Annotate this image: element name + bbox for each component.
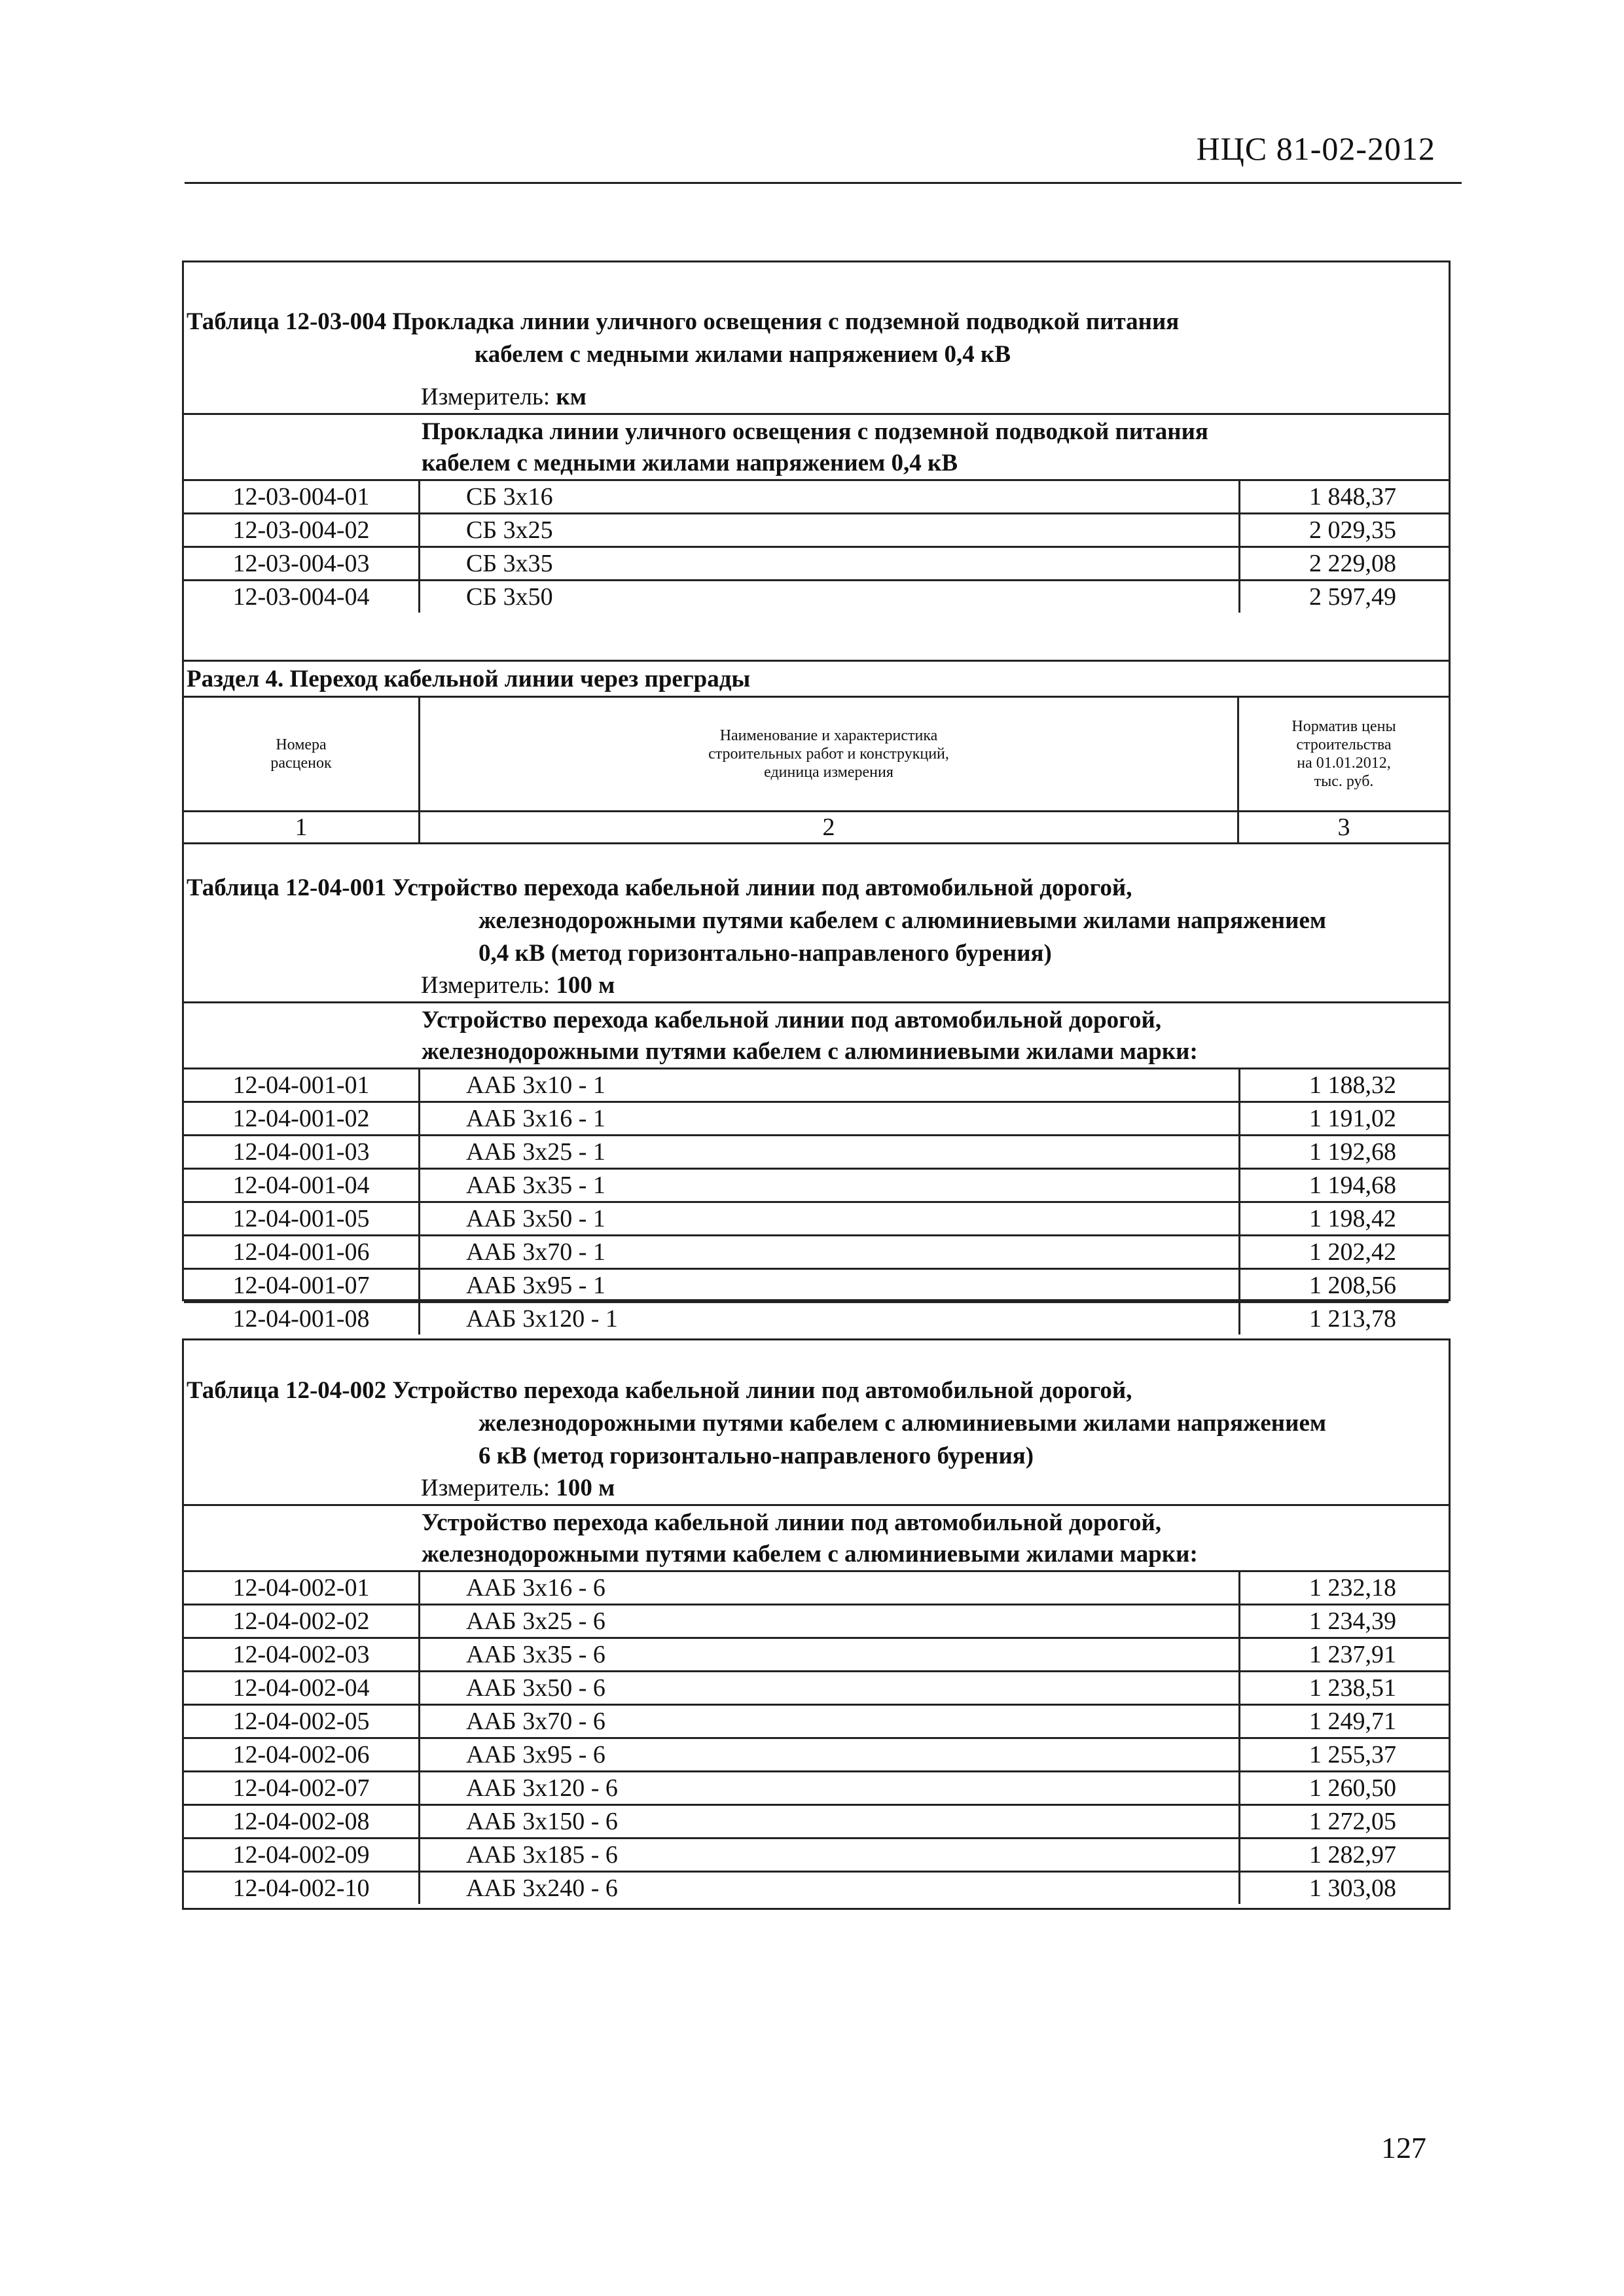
price-value: 1 192,68 xyxy=(1239,1136,1449,1169)
rate-code: 12-04-002-08 xyxy=(184,1805,420,1839)
group-heading: Прокладка линии уличного освещения с подземной подводкой питания кабелем с медными жилами напряжением 0,4 кВ xyxy=(422,418,1208,476)
item-name: ААБ 3х35 - 1 xyxy=(420,1169,1240,1202)
item-name: ААБ 3х16 - 6 xyxy=(420,1571,1240,1605)
table-row xyxy=(184,1772,1449,1805)
table-row xyxy=(184,1302,1449,1335)
page-number: 127 xyxy=(1381,2131,1426,2164)
item-name: ААБ 3х95 - 6 xyxy=(420,1738,1240,1772)
item-name: ААБ 3х150 - 6 xyxy=(420,1805,1240,1839)
column-header-codes: Номера расценок xyxy=(184,697,420,812)
rate-code: 12-04-002-02 xyxy=(184,1605,420,1638)
column-header-name: Наименование и характеристика строительных работ и конструкций, единица измерения xyxy=(420,697,1238,812)
price-value: 1 198,42 xyxy=(1239,1202,1449,1236)
rate-code: 12-04-001-07 xyxy=(184,1269,420,1302)
price-value: 1 249,71 xyxy=(1239,1705,1449,1738)
table-row xyxy=(184,1805,1449,1839)
price-value: 2 229,08 xyxy=(1239,547,1449,581)
rate-code: 12-03-004-01 xyxy=(184,480,420,514)
price-value: 2 597,49 xyxy=(1239,581,1449,613)
column-number-2: 2 xyxy=(420,812,1238,843)
item-name: ААБ 3х120 - 6 xyxy=(420,1772,1240,1805)
item-name: ААБ 3х70 - 1 xyxy=(420,1236,1240,1269)
measure-unit: Измеритель: 100 м xyxy=(421,972,615,999)
price-value: 1 282,97 xyxy=(1239,1839,1449,1872)
item-name: ААБ 3х16 - 1 xyxy=(420,1102,1240,1136)
rate-code: 12-04-001-08 xyxy=(184,1302,420,1335)
table-row xyxy=(184,1705,1449,1738)
table-12-03-004-title: Таблица 12-03-004 Прокладка линии уличного освещения с подземной подводкой питания кабелем с медными жилами напряжением 0,4 кВ xyxy=(187,308,1180,368)
rate-code: 12-04-001-02 xyxy=(184,1102,420,1136)
rate-code: 12-04-001-04 xyxy=(184,1169,420,1202)
rate-code: 12-03-004-04 xyxy=(184,581,420,613)
table-row xyxy=(184,480,1449,514)
measure-unit: Измеритель: км xyxy=(421,384,586,410)
price-value: 1 202,42 xyxy=(1239,1236,1449,1269)
table-row xyxy=(184,1236,1449,1269)
rate-code: 12-04-001-05 xyxy=(184,1202,420,1236)
rate-code: 12-03-004-02 xyxy=(184,514,420,547)
item-name: ААБ 3х95 - 1 xyxy=(420,1269,1240,1302)
price-value: 1 232,18 xyxy=(1239,1571,1449,1605)
table-row xyxy=(184,1102,1449,1136)
rates-table-12-04-001 xyxy=(184,1067,1449,1335)
rate-code: 12-04-001-03 xyxy=(184,1136,420,1169)
rate-code: 12-04-002-03 xyxy=(184,1638,420,1672)
rate-code: 12-04-002-07 xyxy=(184,1772,420,1805)
column-header-price: Норматив цены строительства на 01.01.2012, тыс. руб. xyxy=(1238,697,1449,812)
table-row xyxy=(184,1672,1449,1705)
item-name: ААБ 3х70 - 6 xyxy=(420,1705,1240,1738)
table-row xyxy=(184,1069,1449,1102)
item-name: ААБ 3х25 - 1 xyxy=(420,1136,1240,1169)
rate-code: 12-04-002-09 xyxy=(184,1839,420,1872)
rate-code: 12-04-002-04 xyxy=(184,1672,420,1705)
rate-code: 12-04-002-10 xyxy=(184,1872,420,1905)
group-heading: Устройство перехода кабельной линии под автомобильной дорогой, железнодорожными путями кабелем с алюминиевыми жилами марки: xyxy=(422,1007,1198,1065)
item-name: ААБ 3х35 - 6 xyxy=(420,1638,1240,1672)
price-value: 1 188,32 xyxy=(1239,1069,1449,1102)
item-name: ААБ 3х50 - 1 xyxy=(420,1202,1240,1236)
table-row xyxy=(184,1269,1449,1302)
column-number-3: 3 xyxy=(1238,812,1449,843)
column-number-1: 1 xyxy=(184,812,420,843)
rate-code: 12-04-001-06 xyxy=(184,1236,420,1269)
group-heading: Устройство перехода кабельной линии под автомобильной дорогой, железнодорожными путями кабелем с алюминиевыми жилами марки: xyxy=(422,1509,1198,1568)
table-row xyxy=(184,1638,1449,1672)
rate-code: 12-03-004-03 xyxy=(184,547,420,581)
item-name: ААБ 3х25 - 6 xyxy=(420,1605,1240,1638)
item-name: СБ 3х35 xyxy=(420,547,1240,581)
price-value: 1 238,51 xyxy=(1239,1672,1449,1705)
item-name: ААБ 3х185 - 6 xyxy=(420,1839,1240,1872)
table-row xyxy=(184,1571,1449,1605)
table-12-04-001-title: Таблица 12-04-001 Устройство перехода кабельной линии под автомобильной дорогой, железнодорожными путями кабелем с алюминиевыми жилами напряжением 0,4 кВ (метод горизонтально-направленого бурения) xyxy=(187,874,1327,967)
document-code: НЦС 81-02-2012 xyxy=(1196,130,1435,167)
rates-table-12-04-002 xyxy=(184,1570,1449,1904)
table-row xyxy=(184,1738,1449,1772)
price-value: 1 237,91 xyxy=(1239,1638,1449,1672)
column-headers xyxy=(184,696,1449,842)
measure-unit: Измеритель: 100 м xyxy=(421,1475,615,1501)
price-value: 1 255,37 xyxy=(1239,1738,1449,1772)
item-name: СБ 3х16 xyxy=(420,480,1240,514)
item-name: ААБ 3х50 - 6 xyxy=(420,1672,1240,1705)
table-block-2 xyxy=(182,1338,1451,1910)
table-row xyxy=(184,1169,1449,1202)
item-name: ААБ 3х240 - 6 xyxy=(420,1872,1240,1905)
item-name: СБ 3х25 xyxy=(420,514,1240,547)
rate-code: 12-04-002-01 xyxy=(184,1571,420,1605)
rate-code: 12-04-002-06 xyxy=(184,1738,420,1772)
table-row xyxy=(184,1839,1449,1872)
table-12-04-002-title: Таблица 12-04-002 Устройство перехода кабельной линии под автомобильной дорогой, железнодорожными путями кабелем с алюминиевыми жилами напряжением 6 кВ (метод горизонтально-направленого бурения) xyxy=(187,1377,1327,1469)
price-value: 2 029,35 xyxy=(1239,514,1449,547)
item-name: СБ 3х50 xyxy=(420,581,1240,613)
price-value: 1 272,05 xyxy=(1239,1805,1449,1839)
rate-code: 12-04-002-05 xyxy=(184,1705,420,1738)
price-value: 1 848,37 xyxy=(1239,480,1449,514)
section-title: Раздел 4. Переход кабельной линии через преграды xyxy=(187,666,751,692)
table-block-1 xyxy=(182,260,1451,1333)
table-row xyxy=(184,1605,1449,1638)
price-value: 1 234,39 xyxy=(1239,1605,1449,1638)
table-row xyxy=(184,1872,1449,1905)
price-value: 1 213,78 xyxy=(1239,1302,1449,1335)
price-value: 1 260,50 xyxy=(1239,1772,1449,1805)
rates-table-12-03-004 xyxy=(184,479,1449,613)
rate-code: 12-04-001-01 xyxy=(184,1069,420,1102)
table-row xyxy=(184,1202,1449,1236)
table-row xyxy=(184,1136,1449,1169)
price-value: 1 208,56 xyxy=(1239,1269,1449,1302)
table-row xyxy=(184,547,1449,581)
item-name: ААБ 3х10 - 1 xyxy=(420,1069,1240,1102)
item-name: ААБ 3х120 - 1 xyxy=(420,1302,1240,1335)
price-value: 1 303,08 xyxy=(1239,1872,1449,1905)
table-row xyxy=(184,514,1449,547)
price-value: 1 191,02 xyxy=(1239,1102,1449,1136)
table-row xyxy=(184,581,1449,613)
price-value: 1 194,68 xyxy=(1239,1169,1449,1202)
header-rule xyxy=(185,182,1462,184)
